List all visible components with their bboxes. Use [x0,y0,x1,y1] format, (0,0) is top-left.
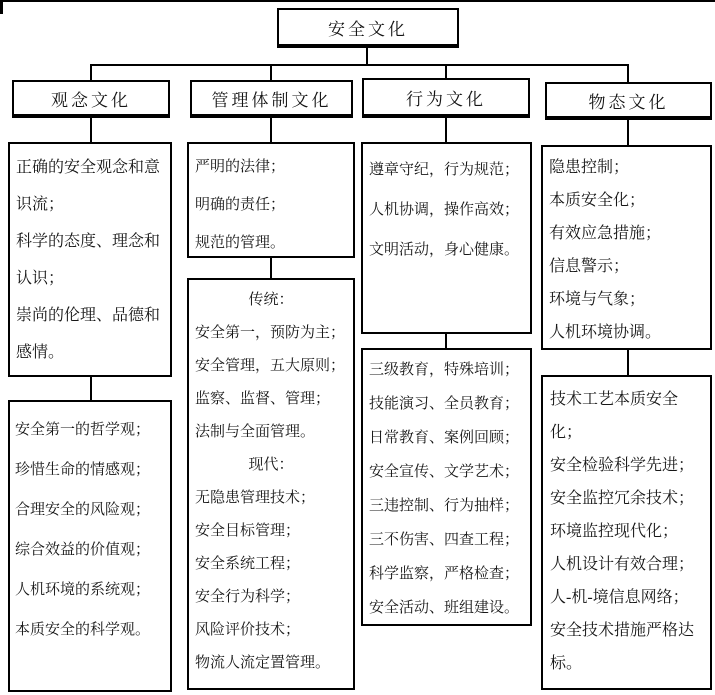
content-line: 本质安全的科学观。 [15,622,151,638]
column-header-management-system-culture: 管理体制文化 [190,80,353,118]
content-line: 安全活动、班组建设。 [369,600,520,616]
content-line: 明确的责任； [195,197,286,213]
content-line: 人机环境的系统观； [15,582,151,598]
content-line: 崇尚的伦理、品德和感情。 [16,307,161,361]
management-culture-box-1 [187,142,355,258]
column-header-material-culture: 物态文化 [545,82,712,120]
behavior-culture-box-1 [361,142,532,334]
content-line: 环境监控现代化； [550,523,679,540]
content-line: 安全第一的哲学观； [15,422,151,438]
content-line: 物流人流定置管理。 [195,655,331,671]
content-line: 技能演习、全员教育； [369,396,520,412]
connector-col2-box1-to-box2 [270,258,272,278]
column-header-behavior-culture: 行为文化 [362,78,530,118]
content-line: 环境与气象； [549,291,646,308]
connector-drop-col1 [90,64,92,80]
content-line: 安全宣传、文学艺术； [369,464,520,480]
content-line: 安全第一，预防为主； [195,325,346,341]
content-line: 三违控制、行为抽样； [369,498,520,514]
content-line: 安全目标管理； [195,523,301,539]
content-line-traditional-heading: 传统： [248,292,294,308]
connector-drop-col2 [270,64,272,80]
content-line: 无隐患管理技术； [195,490,316,506]
connector-col4-header-to-box [627,120,629,145]
connector-drop-col4 [627,64,629,82]
content-line: 人机设计有效合理； [550,556,695,573]
content-line: 人机协调，操作高效； [369,202,520,218]
concept-culture-box-1 [8,142,172,377]
content-line: 法制与全面管理。 [195,424,316,440]
connector-col4-box1-to-box2 [627,350,629,375]
connector-root-stem [366,48,368,64]
connector-drop-col3 [445,64,447,78]
scan-artifact-left-tick [0,0,3,14]
content-line: 隐患控制； [549,159,630,176]
connector-col2-header-to-box [270,118,272,142]
content-line: 科学监察，严格检查； [369,566,520,582]
root-node-box [277,8,459,48]
material-culture-box-2 [541,375,712,690]
content-line: 珍惜生命的情感观； [15,462,151,478]
content-line: 遵章守纪，行为规范； [369,162,520,178]
content-line: 规范的管理。 [195,235,286,251]
content-line: 综合效益的价值观； [15,542,151,558]
connector-col3-header-to-box [445,118,447,142]
connector-col1-box1-to-box2 [90,377,92,400]
content-line: 严明的法律； [195,159,286,175]
content-line: 正确的安全观念和意识流； [16,159,161,213]
content-line: 风险评价技术； [195,622,301,638]
management-culture-box-2 [187,278,355,690]
content-line: 有效应急措施； [549,225,662,242]
content-line: 技术工艺本质安全化； [550,391,679,441]
content-line: 安全技术措施严格达标。 [550,622,695,672]
content-line: 安全系统工程； [195,556,301,572]
content-line: 合理安全的风险观； [15,502,151,518]
column-header-concept-culture: 观念文化 [12,80,170,118]
content-line: 安全监控冗余技术； [550,490,695,507]
content-line: 安全行为科学； [195,589,301,605]
content-line: 三不伤害、四查工程； [369,532,520,548]
scan-artifact-top-rule [0,0,715,2]
content-line: 安全检验科学先进； [550,457,695,474]
content-line: 人-机-境信息网络； [550,589,689,606]
content-line: 日常教育、案例回顾； [369,430,520,446]
connector-horizontal-bus [90,64,629,66]
content-line: 文明活动，身心健康。 [369,242,520,258]
concept-culture-box-2 [8,400,172,692]
content-line: 监察、监督、管理； [195,391,331,407]
content-line: 人机环境协调。 [549,324,662,341]
content-line-modern-heading: 现代： [248,457,294,473]
content-line: 三级教育，特殊培训； [369,362,520,378]
content-line: 信息警示； [549,258,630,275]
content-line: 安全管理，五大原则； [195,358,346,374]
root-node-label: 安全文化 [328,19,408,39]
content-line: 本质安全化； [549,192,646,209]
material-culture-box-1 [541,145,712,350]
content-line: 科学的态度、理念和认识； [16,233,161,287]
connector-col1-header-to-box [90,118,92,142]
connector-col3-box1-to-box2 [445,334,447,348]
behavior-culture-box-2 [361,348,532,626]
